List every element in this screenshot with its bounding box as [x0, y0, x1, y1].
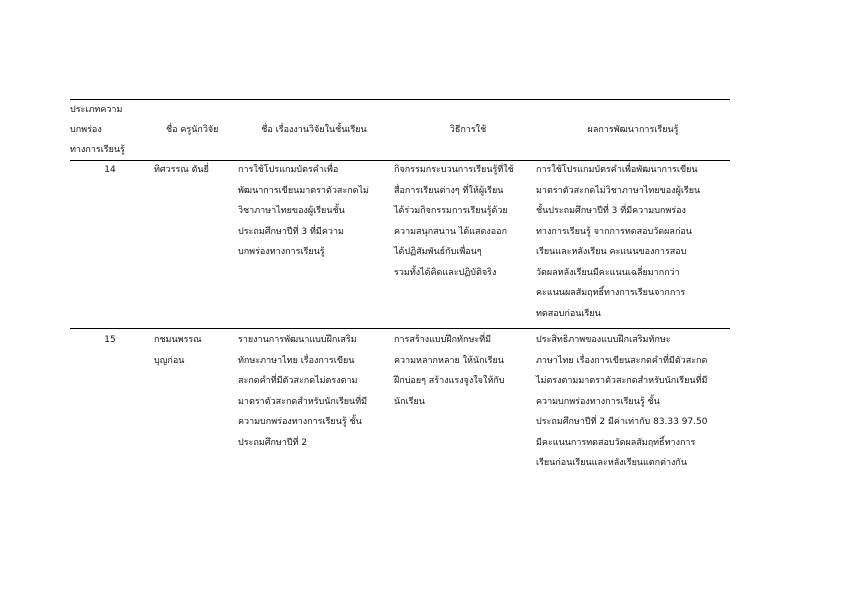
row-result	[536, 330, 730, 474]
row-result-line: เรียนและหลังเรียน คะแนนของการสอบ	[536, 247, 687, 257]
row-result-line: ความบกพร่องทางการเรียนรู้ ชั้น	[536, 396, 660, 407]
row-title-line: ทักษะภาษาไทย เรื่องการเขียน	[238, 355, 355, 366]
row-title-line: ความบกพร่องทางการเรียนรู้ ชั้น	[238, 417, 362, 427]
row-result-line: ทดสอบก่อนเรียน	[536, 308, 601, 319]
row-title	[238, 160, 390, 263]
table-top-rule	[70, 99, 730, 100]
row-result-line: มีคะแนนการทดสอบวัดผลสัมฤทธิ์ทางการ	[536, 437, 696, 448]
row-method-line: ความสนุกสนาน ได้แสดงออก	[394, 226, 508, 237]
row-result-line: มาตราตัวสะกดไม่วิชาภาษาไทยของผู้เรียน	[536, 185, 701, 196]
row-researcher-line: บุญก่อน	[154, 355, 185, 366]
row-title-line: บกพร่องทางการเรียนรู้	[238, 247, 325, 257]
header-category-line: ทางการเรียนรู้	[70, 145, 125, 155]
header-category-line: ประเภทความ	[70, 105, 123, 115]
row-result-line: วัดผลหลังเรียนมีคะแนนเฉลี่ยมากกว่า	[536, 267, 680, 278]
row-method-line: สื่อการเรียนต่างๆ ที่ให้ผู้เรียน	[394, 185, 504, 196]
row-result-line: ประถมศึกษาปีที่ 2 มีค่าเท่ากับ 83.33 97.50	[536, 417, 708, 427]
row-number: 14	[104, 165, 116, 175]
row-researcher-line: กชมนพรรณ	[154, 335, 202, 345]
row-result-line: ภาษาไทย เรื่องการเขียนสะกดคำที่มีตัวสะกด	[536, 355, 708, 366]
row-result-line: เรียนก่อนเรียนและหลังเรียนแตกต่างกัน	[536, 458, 687, 468]
row-researcher	[154, 160, 234, 181]
row-method-line: รวมทั้งได้คิดและปฏิบัติจริง	[394, 267, 497, 278]
header-category-line: บกพร่อง	[70, 125, 102, 135]
row-method-line: การสร้างแบบฝึกทักษะที่มี	[394, 335, 492, 345]
row-title-line: พัฒนาการเขียนมาตราตัวสะกดไม่	[238, 185, 369, 196]
header-method: วิธีการใช้	[449, 125, 487, 135]
row-number: 15	[104, 335, 116, 345]
row-title-line: ประถมศึกษาปีที่ 2	[238, 437, 308, 448]
table-row-divider	[70, 328, 730, 329]
row-title-line: รายงานการพัฒนาแบบฝึกเสริม	[238, 335, 357, 345]
header-researcher: ชื่อ ครูนักวิจัย	[166, 125, 219, 135]
row-method-line: ได้ปฏิสัมพันธ์กับเพื่อนๆ	[394, 247, 482, 257]
row-method-line: ได้ร่วมกิจกรรมการเรียนรู้ด้วย	[394, 206, 508, 216]
row-researcher	[154, 330, 234, 371]
row-result-line: คะแนนผลสัมฤทธิ์ทางการเรียนจากการ	[536, 288, 686, 298]
row-title-line: มาตราตัวสะกดสำหรับนักเรียนที่มี	[238, 396, 368, 407]
row-title-line: สะกดคำที่มีตัวสะกดไม่ตรงตาม	[238, 376, 358, 386]
header-category	[70, 100, 150, 160]
row-title-line: การใช้โปรแกมบัตรคำเพื่อ	[238, 165, 339, 175]
row-method-line: ความหลากหลาย ให้นักเรียน	[394, 355, 504, 366]
row-method	[394, 330, 532, 412]
row-title-line: ประถมศึกษาปีที่ 3 ที่มีความ	[238, 226, 344, 237]
header-title: ชื่อ เรื่องงานวิจัยในชั้นเรียน	[261, 125, 367, 135]
row-result-line: ประสิทธิภาพของแบบฝึกเสริมทักษะ	[536, 335, 671, 345]
row-result-line: ทางการเรียนรู้ จากการทดสอบวัดผลก่อน	[536, 226, 692, 237]
row-result-line: ชั้นประถมศึกษาปีที่ 3 ที่มีความบกพร่อง	[536, 206, 686, 216]
row-result	[536, 160, 730, 324]
row-method-line: กิจกรรมกระบวนการเรียนรู้ที่ใช้	[394, 165, 514, 175]
row-result-line: ไม่ตรงตามมาตราตัวสะกดสำหรับนักเรียนที่มี	[536, 376, 708, 386]
row-method	[394, 160, 532, 283]
row-method-line: ฝึกบ่อยๆ สร้างแรงจูงใจให้กับ	[394, 376, 505, 386]
row-researcher-line: ทิศวรรณ ตันยี่	[154, 165, 209, 175]
row-title	[238, 330, 390, 453]
row-result-line: การใช้โปรแกมบัตรคำเพื่อพัฒนาการเขียน	[536, 165, 698, 175]
row-title-line: วิชาภาษาไทยของผู้เรียนชั้น	[238, 206, 345, 216]
row-method-line: นักเรียน	[394, 396, 425, 407]
header-result: ผลการพัฒนาการเรียนรู้	[587, 125, 679, 135]
